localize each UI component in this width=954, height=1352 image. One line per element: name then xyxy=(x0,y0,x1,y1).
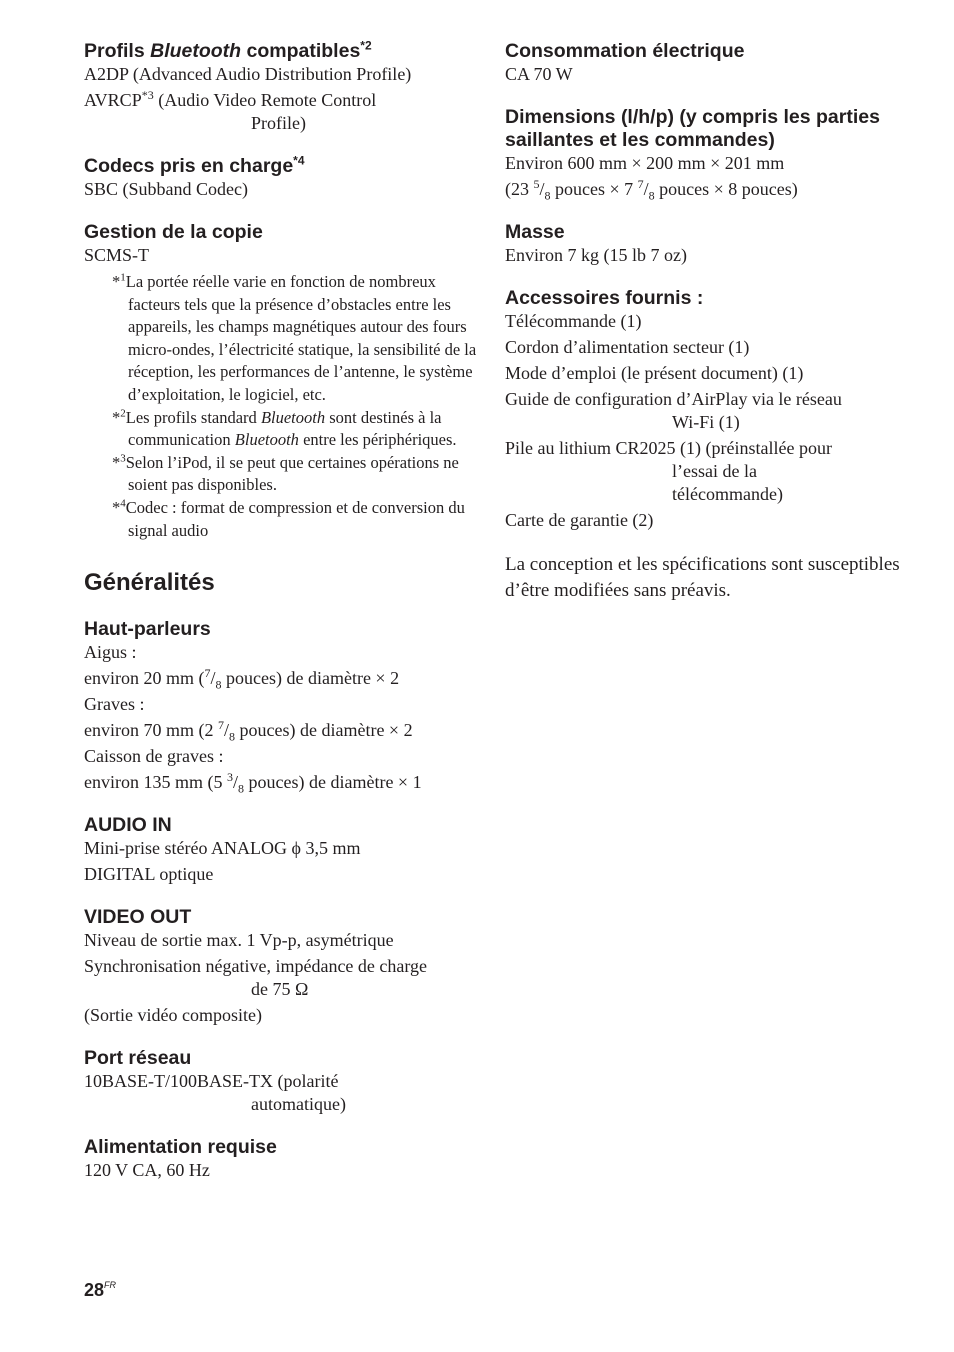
heading-consumption: Consommation électrique xyxy=(505,40,745,62)
dimensions-metric: Environ 600 mm × 200 mm × 201 mm xyxy=(505,153,785,173)
left-column xyxy=(84,40,484,1202)
accessory-airplay-guide-continued: Wi-Fi (1) xyxy=(672,412,740,432)
closing-note: La conception et les spécifications sont susceptibles d’être modifiées sans préavis. xyxy=(505,554,900,601)
heading-bluetooth-profiles: Profils Bluetooth compatibles$^{*2}$ xyxy=(84,38,372,62)
speaker-tweeter-size: environ 20 mm ($^7/_8$ pouces) de diamètre × 2 xyxy=(84,666,400,692)
footnotes xyxy=(84,271,484,542)
network-port-spec-continued: automatique) xyxy=(251,1094,346,1115)
heading-copy-management: Gestion de la copie xyxy=(84,221,263,243)
video-out-sync: Synchronisation négative, impédance de charge xyxy=(84,956,428,977)
heading-network-port: Port réseau xyxy=(84,1047,192,1070)
heading-speakers: Haut-parleurs xyxy=(84,618,211,641)
audio-in-digital: DIGITAL optique xyxy=(84,864,214,885)
video-out-sync-continued: de 75 Ω xyxy=(251,979,309,1000)
video-out-composite: (Sortie vidéo composite) xyxy=(84,1005,262,1026)
dimensions-imperial: (23 $^5/_8$ pouces × 7 $^7/_8$ pouces × 8 pouces) xyxy=(505,177,798,203)
accessory-airplay-guide: Guide de configuration d’AirPlay via le réseau xyxy=(505,389,842,409)
section-audio-in xyxy=(84,814,484,886)
footnote-2: *$^2$Les profils standard Bluetooth sont destinés à la communication Bluetooth entre les périphériques. xyxy=(112,407,457,450)
accessory-battery: Pile au lithium CR2025 (1) (préinstallée pour xyxy=(505,438,832,458)
section-copy-management xyxy=(84,221,484,542)
section-mass xyxy=(505,221,925,267)
heading-codecs: Codecs pris en charge$^{*4}$ xyxy=(84,153,305,177)
section-codecs xyxy=(84,155,484,201)
footnote-1: *$^1$La portée réelle varie en fonction de nombreux facteurs tels que la présence d’obstacles entre les appareils, les champs magnétiques autour des fours micro-ondes, l’électricité statique, la sensibilité de la réception, les performances de l’antenne, le système d’exploitation, le logiciel, etc. xyxy=(112,271,477,404)
heading-mass: Masse xyxy=(505,221,565,243)
consumption-value: CA 70 W xyxy=(505,64,573,84)
section-accessories xyxy=(505,287,925,532)
section-power xyxy=(84,1136,484,1182)
video-out-level: Niveau de sortie max. 1 Vp-p, asymétrique xyxy=(84,930,394,951)
heading-audio-in: AUDIO IN xyxy=(84,814,172,837)
accessory-power-cord: Cordon d’alimentation secteur (1) xyxy=(505,337,750,357)
section-video-out xyxy=(84,906,484,1027)
profile-a2dp: A2DP (Advanced Audio Distribution Profile) xyxy=(84,64,412,84)
speaker-woofer-size: environ 70 mm (2 $^7/_8$ pouces) de diamètre × 2 xyxy=(84,718,413,744)
section-bluetooth-profiles xyxy=(84,40,484,135)
page-language: FR xyxy=(104,1280,117,1290)
network-port-spec: 10BASE-T/100BASE-TX (polarité xyxy=(84,1071,339,1092)
profile-avrcp: AVRCP$^{*3}$ (Audio Video Remote Control xyxy=(84,88,377,110)
heading-accessories: Accessoires fournis : xyxy=(505,287,704,309)
footnote-3: *$^3$Selon l’iPod, il se peut que certaines opérations ne soient pas disponibles. xyxy=(112,452,459,495)
speaker-tweeter-label: Aigus : xyxy=(84,642,137,663)
audio-in-analog: Mini-prise stéréo ANALOG ϕ 3,5 mm xyxy=(84,838,361,859)
mass-value: Environ 7 kg (15 lb 7 oz) xyxy=(505,245,687,265)
profile-avrcp-continued: Profile) xyxy=(251,113,306,133)
codec-sbc: SBC (Subband Codec) xyxy=(84,179,248,199)
speaker-subwoofer-label: Caisson de graves : xyxy=(84,746,224,767)
copy-scms-t: SCMS-T xyxy=(84,245,150,265)
accessory-battery-continued-1: l’essai de la xyxy=(672,461,757,481)
heading-general: Généralités xyxy=(84,569,215,597)
heading-video-out: VIDEO OUT xyxy=(84,906,192,929)
accessory-manual: Mode d’emploi (le présent document) (1) xyxy=(505,363,804,383)
section-consumption xyxy=(505,40,925,86)
section-network-port xyxy=(84,1047,484,1116)
accessory-remote: Télécommande (1) xyxy=(505,311,642,331)
speaker-woofer-label: Graves : xyxy=(84,694,145,715)
section-dimensions xyxy=(505,106,925,201)
speaker-subwoofer-size: environ 135 mm (5 $^3/_8$ pouces) de diamètre × 1 xyxy=(84,770,422,796)
page-number: $28^{FR}$ xyxy=(84,1280,117,1300)
accessory-warranty: Carte de garantie (2) xyxy=(505,510,654,530)
heading-power: Alimentation requise xyxy=(84,1136,277,1159)
right-column xyxy=(505,40,925,604)
footnote-4: *$^4$Codec : format de compression et de conversion du signal audio xyxy=(112,497,465,540)
power-spec: 120 V CA, 60 Hz xyxy=(84,1160,210,1181)
section-speakers xyxy=(84,618,484,794)
heading-dimensions: Dimensions (l/h/p) (y compris les parties saillantes et les commandes) xyxy=(505,106,880,151)
accessory-battery-continued-2: télécommande) xyxy=(672,484,783,504)
